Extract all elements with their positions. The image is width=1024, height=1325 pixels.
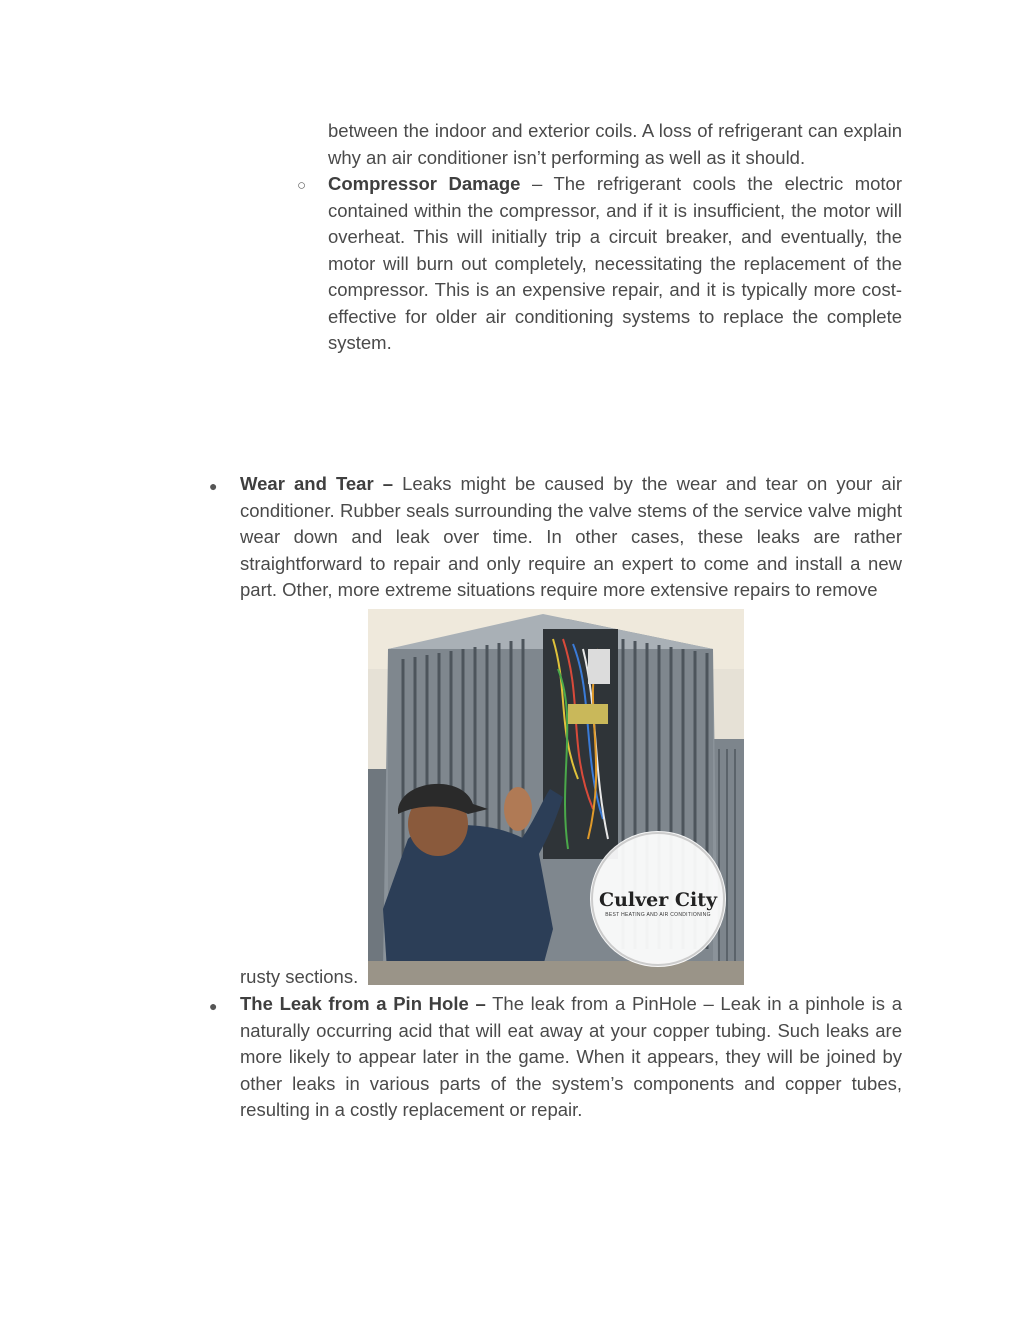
sub-list-continuation — [328, 118, 902, 171]
bullet-marker: ● — [209, 998, 218, 1014]
pin-hole-leak-title: The Leak from a Pin Hole – — [240, 993, 486, 1014]
compressor-damage-text: – The refrigerant cools the electric motor contained within the compressor, and if it is insufficient, the motor will overheat. This will initially trip a circuit breaker, and eventually, the motor will burn out completely, necessitating the replacement of the compressor. This is an expensive repair, and it is typically more cost-effective for older air conditioning systems to replace the complete system. — [328, 173, 903, 353]
wear-and-tear-text: Leaks might be caused by the wear and tear on your air conditioner. Rubber seals surrounding the valve stems of the service valve might wear down and leak over time. In other cases, these leaks are rather straightforward to repair and only require an expert to come and install a new part. Other, more extreme situations require more extensive repairs to remove — [240, 473, 902, 600]
continuation-text: between the indoor and exterior coils. A loss of refrigerant can explain why an air conditioner isn’t performing as well as it should. — [328, 120, 902, 168]
culver-city-logo-title: Culver City — [598, 889, 718, 911]
ac-technician-photo — [368, 609, 744, 985]
compressor-damage-item — [328, 171, 902, 357]
pin-hole-leak-item — [240, 991, 902, 1124]
wear-and-tear-tail: rusty sections. — [240, 966, 359, 987]
culver-city-logo-subtitle: BEST HEATING AND AIR CONDITIONING — [605, 912, 711, 918]
compressor-damage-title: Compressor Damage — [328, 173, 521, 194]
wear-and-tear-title: Wear and Tear – — [240, 473, 394, 494]
wear-and-tear-item — [240, 471, 902, 604]
bullet-marker: ● — [209, 478, 218, 494]
sub-bullet-marker: ○ — [297, 177, 307, 194]
pin-hole-leak-text: The leak from a PinHole – Leak in a pinhole is a naturally occurring acid that will eat away at your copper tubing. Such leaks are more likely to appear later in the game. When it appears, they will be joined by other leaks in various parts of the system’s components and copper tubes, resulting in a costly replacement or repair. — [240, 993, 902, 1120]
